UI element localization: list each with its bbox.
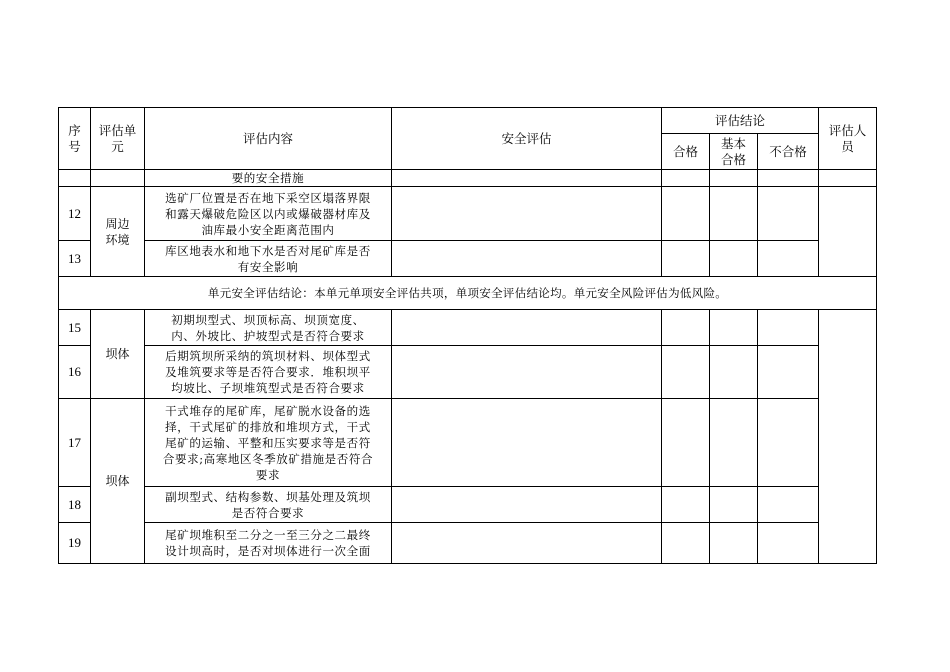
cell-seq: 18: [59, 487, 91, 523]
cell-basic-pass: [710, 346, 758, 399]
cell-unit-dam: 坝体: [91, 399, 145, 564]
cell-basic-pass: [710, 310, 758, 346]
header-pass: 合格: [662, 134, 710, 170]
cell-basic-pass: [710, 187, 758, 241]
cell-content: 干式堆存的尾矿库，尾矿脱水设备的选 择，干式尾矿的排放和堆坝方式，干式 尾矿的运输、平整和压实要求等是否符 合要求;高寒地区冬季放矿措施是否符合 要求: [145, 399, 392, 487]
cell-safety: [392, 399, 662, 487]
header-safety: 安全评估: [392, 108, 662, 170]
header-content: 评估内容: [145, 108, 392, 170]
cell-seq: 12: [59, 187, 91, 241]
cell-seq: [59, 170, 91, 187]
cell-basic-pass: [710, 399, 758, 487]
header-unit: 评估单 元: [91, 108, 145, 170]
cell-pass: [662, 187, 710, 241]
header-fail: 不合格: [758, 134, 819, 170]
table-row-19: [59, 523, 877, 564]
table-row-12: [59, 187, 877, 241]
cell-fail: [758, 170, 819, 187]
table-row-13: [59, 241, 877, 277]
unit-conclusion: 单元安全评估结论：本单元单项安全评估共项，单项安全评估结论均。单元安全风险评估为低风险。: [59, 277, 877, 310]
cell-seq: 13: [59, 241, 91, 277]
cell-safety: [392, 310, 662, 346]
unit-conclusion-row: [59, 277, 877, 310]
cell-pass: [662, 241, 710, 277]
cell-basic-pass: [710, 487, 758, 523]
cell-basic-pass: [710, 241, 758, 277]
cell-assessor: [819, 187, 877, 277]
cell-fail: [758, 241, 819, 277]
cell-pass: [662, 399, 710, 487]
cell-basic-pass: [710, 523, 758, 564]
cell-safety: [392, 523, 662, 564]
cell-fail: [758, 399, 819, 487]
cell-unit: [91, 170, 145, 187]
cell-pass: [662, 310, 710, 346]
cell-pass: [662, 346, 710, 399]
table-row-15: [59, 310, 877, 346]
cell-fail: [758, 487, 819, 523]
cell-content: 选矿厂位置是否在地下采空区塌落界限 和露天爆破危险区以内或爆破器材库及 油库最小安全距离范围内: [145, 187, 392, 241]
cell-content: 副坝型式、结构参数、坝基处理及筑坝 是否符合要求: [145, 487, 392, 523]
cell-pass: [662, 523, 710, 564]
table-row-16: [59, 346, 877, 399]
cell-unit-surroundings: 周边 环境: [91, 187, 145, 277]
cell-seq: 17: [59, 399, 91, 487]
cell-fail: [758, 346, 819, 399]
cell-fail: [758, 523, 819, 564]
cell-fail: [758, 187, 819, 241]
cell-unit-dam: 坝体: [91, 310, 145, 399]
cell-content: 尾矿坝堆积至二分之一至三分之二最终 设计坝高时，是否对坝体进行一次全面: [145, 523, 392, 564]
cell-pass: [662, 170, 710, 187]
cell-fail: [758, 310, 819, 346]
cell-safety: [392, 241, 662, 277]
header-seq: 序 号: [59, 108, 91, 170]
cell-content: 初期坝型式、坝顶标高、坝顶宽度、 内、外坡比、护坡型式是否符合要求: [145, 310, 392, 346]
header-assessor: 评估人 员: [819, 108, 877, 170]
cell-assessor: [819, 170, 877, 187]
cell-content: 后期筑坝所采纳的筑坝材料、坝体型式 及堆筑要求等是否符合要求．堆积坝平 均坡比、子坝堆筑型式是否符合要求: [145, 346, 392, 399]
assessment-table: [58, 107, 877, 564]
header-row-1: [59, 108, 877, 134]
cell-content: 库区地表水和地下水是否对尾矿库是否 有安全影响: [145, 241, 392, 277]
cell-basic-pass: [710, 170, 758, 187]
cell-safety: [392, 487, 662, 523]
cell-content: 要的安全措施: [145, 170, 392, 187]
cell-seq: 19: [59, 523, 91, 564]
cell-safety: [392, 346, 662, 399]
header-basic-pass: 基本 合格: [710, 134, 758, 170]
cell-seq: 15: [59, 310, 91, 346]
table-row-17: [59, 399, 877, 487]
cell-assessor: [819, 310, 877, 564]
table-row-carry: [59, 170, 877, 187]
cell-safety: [392, 170, 662, 187]
cell-pass: [662, 487, 710, 523]
cell-safety: [392, 187, 662, 241]
cell-seq: 16: [59, 346, 91, 399]
header-conclusion: 评估结论: [662, 108, 819, 134]
table-row-18: [59, 487, 877, 523]
